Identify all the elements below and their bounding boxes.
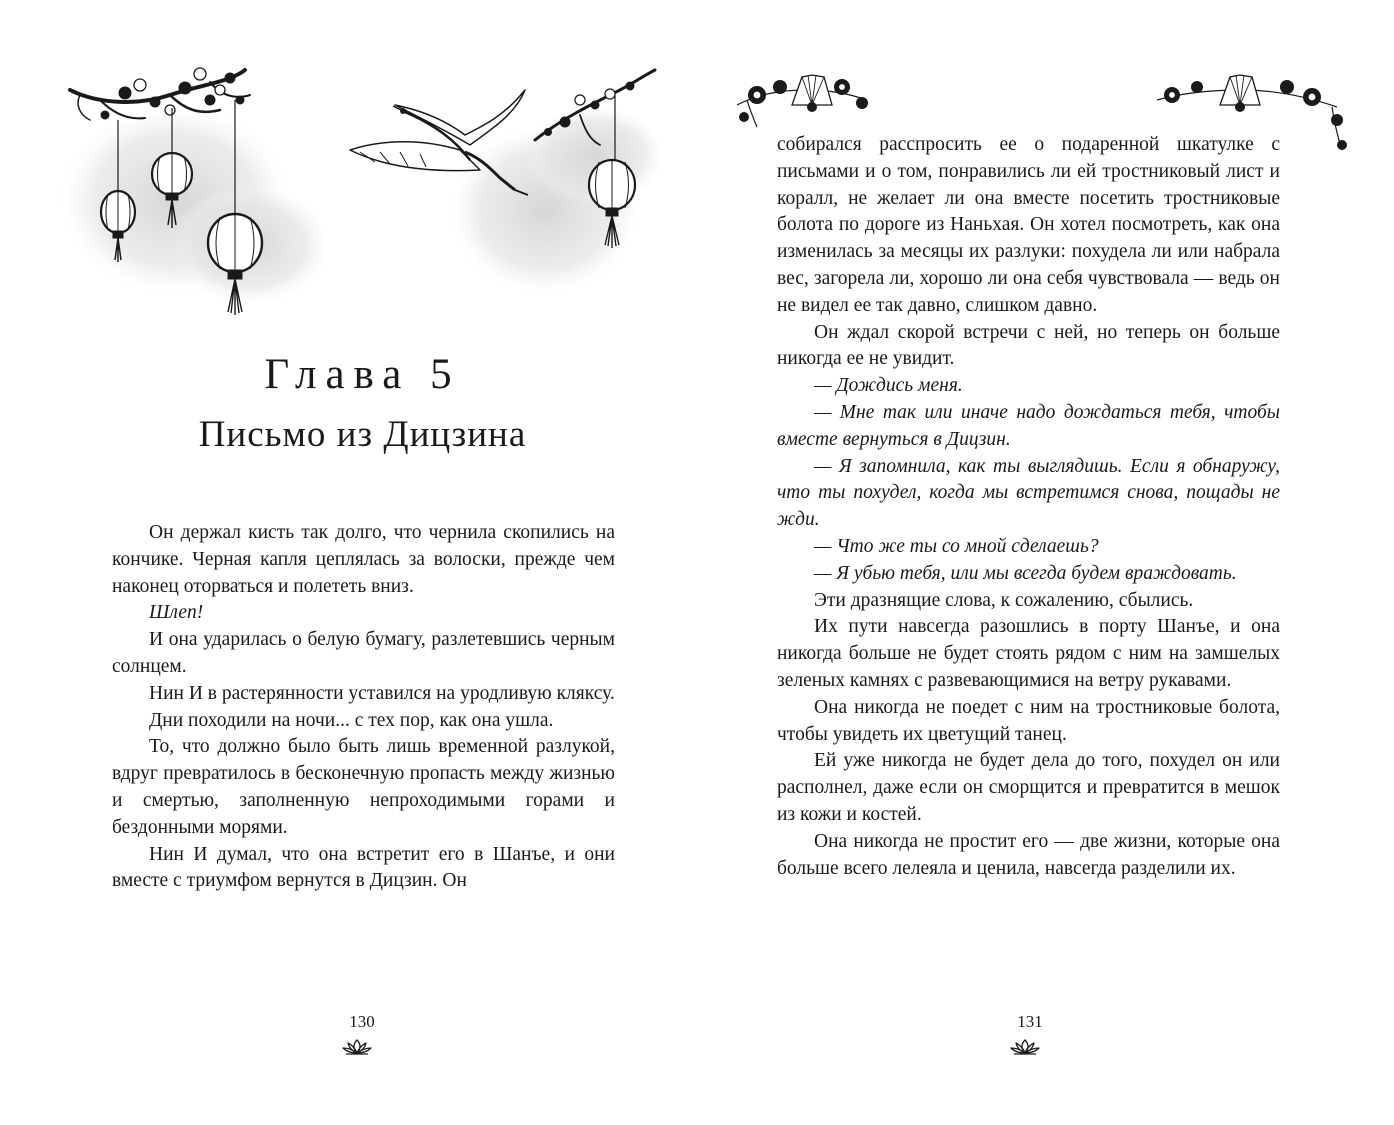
- dialogue-line: — Что же ты со мной сделаешь?: [814, 535, 1099, 557]
- paragraph: Нин И думал, что она встретит его в Шанъе, и они вместе с триумфом вернутся в Дицзин. Он: [112, 843, 615, 892]
- right-page-text: [777, 132, 1280, 882]
- paragraph: Дни походили на ночи... с тех пор, как она ушла.: [149, 709, 554, 731]
- left-page-text: [112, 520, 615, 895]
- paragraph: Она никогда не поедет с ним на тростниковые болота, чтобы увидеть их цветущий танец.: [777, 696, 1280, 745]
- dialogue-line: — Я убью тебя, или мы всегда будем враждовать.: [814, 562, 1237, 584]
- dialogue-line: — Дождись меня.: [814, 375, 963, 397]
- paragraph: Ей уже никогда не будет дела до того, похудел он или располнел, даже если он сморщится и превратится в мешок из кожи и костей.: [777, 750, 1280, 825]
- dialogue-line: — Мне так или иначе надо дождаться тебя, чтобы вместе вернуться в Дицзин.: [777, 401, 1280, 450]
- paragraph: Она никогда не простит его — две жизни, которые она больше всего лелеяла и ценила, навсегда разделили их.: [777, 830, 1280, 879]
- chapter-illustration: [60, 60, 680, 330]
- paragraph: Нин И в растерянности уставился на уродливую кляксу.: [149, 682, 615, 704]
- dialogue-line: — Я запомнила, как ты выглядишь. Если я обнаружу, что ты похудел, когда мы встретимся снова, пощады не жди.: [777, 455, 1280, 531]
- right-page: [697, 0, 1394, 1125]
- page-number: 131: [1017, 1012, 1043, 1031]
- page-number: 130: [349, 1012, 375, 1031]
- lotus-icon: [342, 1038, 372, 1056]
- paragraph: Их пути навсегда разошлись в порту Шанъе, и она никогда больше не будет стоять рядом с ним на замшелых зеленых камнях с развевающимися на ветру рукавами.: [777, 616, 1280, 691]
- paragraph: И она ударилась о белую бумагу, разлетевшись черным солнцем.: [112, 629, 615, 677]
- paragraph: Он ждал скорой встречи с ней, но теперь он больше никогда ее не увидит.: [777, 321, 1280, 370]
- paragraph: Эти дразнящие слова, к сожалению, сбылись.: [814, 589, 1194, 611]
- paragraph: собирался расспросить ее о подаренной шкатулке с письмами и о том, понравились ли ей тростниковый лист и коралл, не желает ли она вместе посетить тростниковые болота по дороге из Наньхая. Он хотел посмотреть, как она изменилась за месяцы их разлуки: похудела ли или набрала вес, загорела ли, хорошо ли она себя чувствовала — ведь он не видел ее так давно, слишком давно.: [777, 134, 1280, 316]
- chapter-subtitle: Письмо из Дицзина: [198, 414, 527, 455]
- lotus-icon: [1010, 1038, 1040, 1056]
- fan-flower-ornament-left: [737, 75, 868, 127]
- cloud-wash: [60, 105, 665, 305]
- chapter-title: Глава 5: [264, 351, 461, 398]
- paragraph: Он держал кисть так долго, что чернила скопились на кончике. Черная капля цеплялась за волоски, прежде чем наконец оторваться и полететь вниз.: [112, 522, 615, 597]
- paragraph: То, что должно было быть лишь временной разлукой, вдруг превратилось в бесконечную пропасть между жизнью и смертью, заполненную непроходимыми горами и бездонными морями.: [112, 736, 615, 838]
- paragraph: Шлеп!: [149, 602, 204, 624]
